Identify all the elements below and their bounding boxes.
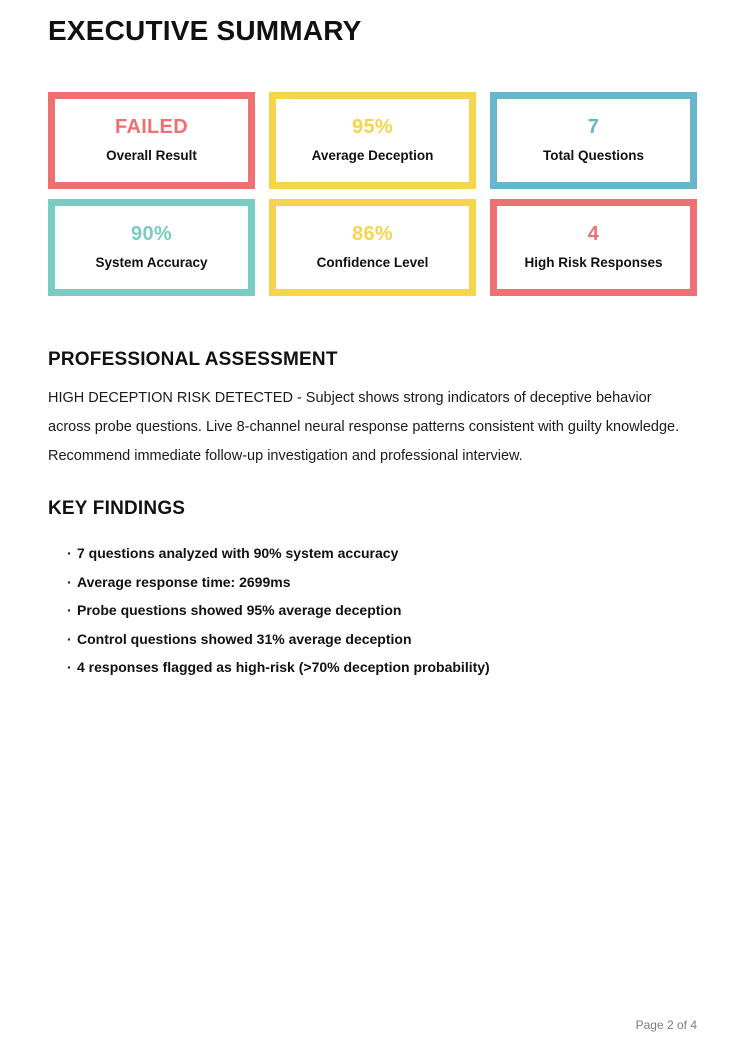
stat-label: System Accuracy <box>95 255 208 271</box>
stat-value: 86% <box>352 223 393 246</box>
bullet-icon: · <box>67 630 72 647</box>
stat-card <box>48 199 255 296</box>
finding-text: 7 questions analyzed with 90% system accuracy <box>77 545 399 562</box>
finding-item <box>67 653 697 682</box>
finding-text: 4 responses flagged as high-risk (>70% deception probability) <box>77 659 490 676</box>
stat-value: 7 <box>587 116 600 139</box>
stat-card-grid <box>48 92 697 296</box>
stat-label: High Risk Responses <box>524 255 663 271</box>
stat-card <box>490 92 697 189</box>
findings-heading: KEY FINDINGS <box>48 498 186 520</box>
bullet-icon: · <box>67 545 72 562</box>
stat-value: 90% <box>131 223 172 246</box>
stat-value: FAILED <box>115 116 188 139</box>
stat-card <box>490 199 697 296</box>
finding-item <box>67 596 697 625</box>
finding-item <box>67 539 697 568</box>
stat-label: Overall Result <box>106 148 197 164</box>
bullet-icon: · <box>67 659 72 676</box>
bullet-icon: · <box>67 602 72 619</box>
assessment-body: HIGH DECEPTION RISK DETECTED - Subject shows strong indicators of deceptive behavior across probe questions. Live 8-channel neural response patterns consistent with guilty knowledge. Recommend immediate follow-up investigation and professional interview. <box>48 390 680 465</box>
stat-value: 4 <box>587 223 600 246</box>
finding-item <box>67 568 697 597</box>
finding-text: Probe questions showed 95% average deception <box>77 602 402 619</box>
stat-card <box>269 199 476 296</box>
stat-card <box>48 92 255 189</box>
stat-value: 95% <box>352 116 393 139</box>
findings-list <box>67 539 697 682</box>
report-page <box>0 15 743 1059</box>
stat-label: Confidence Level <box>316 255 429 271</box>
stat-label: Average Deception <box>311 148 434 164</box>
finding-item <box>67 625 697 654</box>
stat-card <box>269 92 476 189</box>
bullet-icon: · <box>67 573 72 590</box>
assessment-heading: PROFESSIONAL ASSESSMENT <box>48 349 338 371</box>
page-number: Page 2 of 4 <box>635 1018 697 1032</box>
page-title: EXECUTIVE SUMMARY <box>48 15 362 46</box>
finding-text: Average response time: 2699ms <box>77 573 291 590</box>
stat-label: Total Questions <box>542 148 644 164</box>
finding-text: Control questions showed 31% average deception <box>77 630 412 647</box>
